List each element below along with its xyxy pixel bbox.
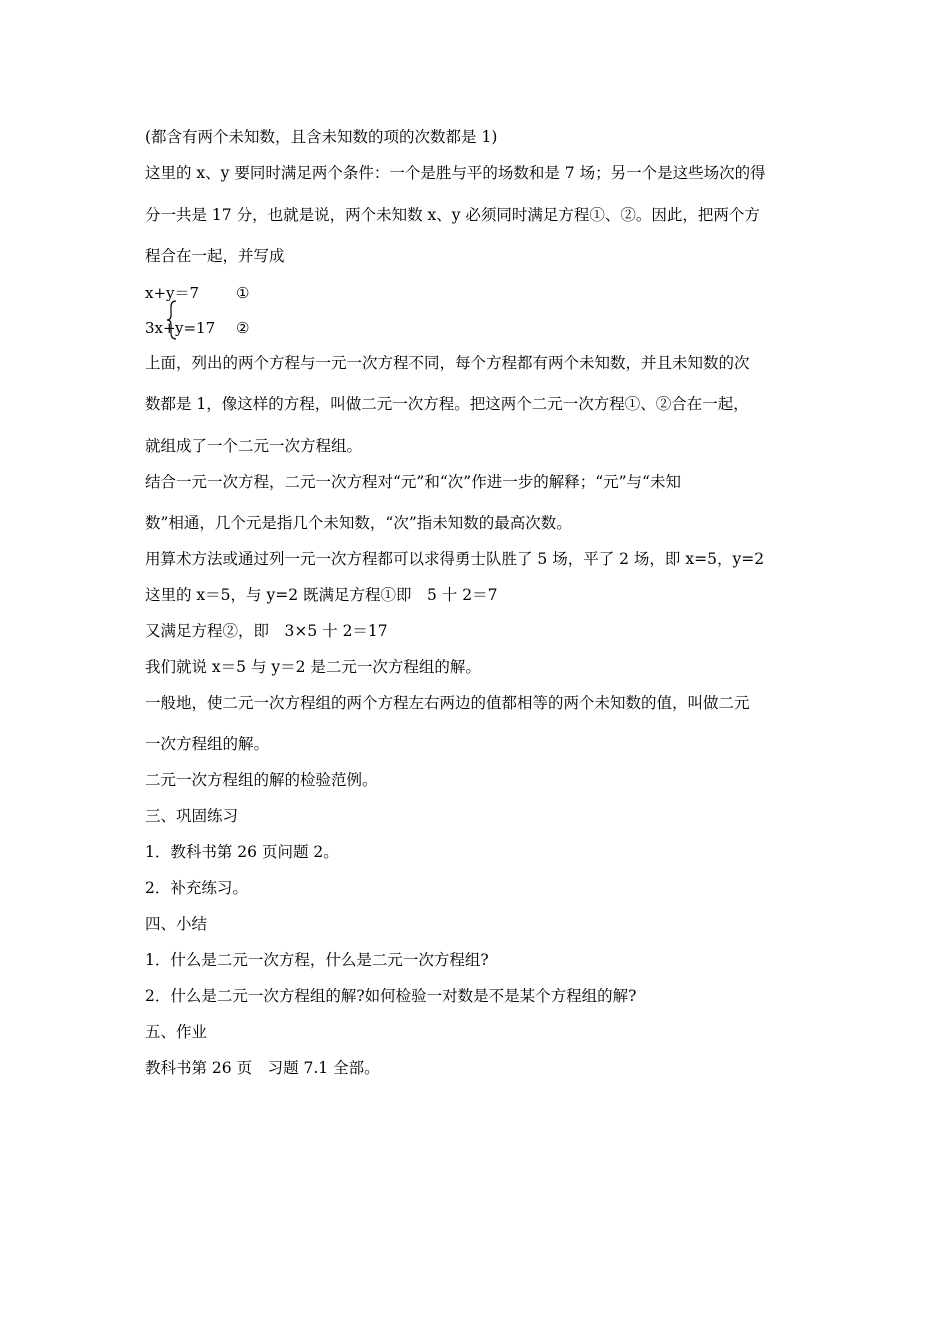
text-line: 一般地，使二元一次方程组的两个方程左右两边的值都相等的两个未知数的值，叫做二元 (145, 694, 750, 712)
text-line: 上面，列出的两个方程与一元一次方程不同，每个方程都有两个未知数，并且未知数的次 (145, 354, 750, 372)
section-heading: 三、巩固练习 (145, 807, 239, 825)
equation-1-label: ① (236, 284, 250, 302)
text-line: 这里的 x、y 要同时满足两个条件：一个是胜与平的场数和是 7 场；另一个是这些场次的得 (145, 164, 766, 182)
section-heading: 五、作业 (145, 1023, 208, 1041)
left-brace-icon (166, 300, 180, 340)
text-line: 用算术方法或通过列一元一次方程都可以求得勇士队胜了 5 场，平了 2 场，即 x=5，y=2 (145, 550, 765, 568)
text-line: 一次方程组的解。 (145, 735, 270, 753)
text-line: 程合在一起，并写成 (145, 247, 285, 265)
text-line: 又满足方程②，即 3×5 十 2＝17 (145, 622, 388, 640)
text-line: 数都是 1，像这样的方程，叫做二元一次方程。把这两个二元一次方程①、②合在一起， (145, 395, 749, 413)
text-line: 二元一次方程组的解的检验范例。 (145, 771, 378, 789)
text-line: 数”相通，几个元是指几个未知数，“次”指未知数的最高次数。 (145, 514, 572, 532)
text-line: 就组成了一个二元一次方程组。 (145, 437, 363, 455)
list-item: 1．教科书第 26 页问题 2。 (145, 843, 339, 861)
list-item: 1．什么是二元一次方程，什么是二元一次方程组? (145, 951, 489, 969)
text-line: 这里的 x＝5，与 y=2 既满足方程①即 5 十 2＝7 (145, 586, 498, 604)
list-item: 2．什么是二元一次方程组的解?如何检验一对数是不是某个方程组的解? (145, 987, 637, 1005)
equation-2-left: 3x+ (145, 319, 176, 337)
equation-1: x+y＝7 (145, 284, 200, 302)
text-line: 结合一元一次方程，二元一次方程对“元”和“次”作进一步的解释；“元”与“未知 (145, 473, 681, 491)
list-item: 2．补充练习。 (145, 879, 248, 897)
equation-2-right: y=17 (175, 319, 216, 337)
equation-2-label: ② (236, 319, 250, 337)
text-line: 分一共是 17 分，也就是说，两个未知数 x、y 必须同时满足方程①、②。因此，把两个方 (145, 206, 760, 224)
text-line: 我们就说 x＝5 与 y＝2 是二元一次方程组的解。 (145, 658, 481, 676)
section-heading: 四、小结 (145, 915, 208, 933)
text-line: 教科书第 26 页 习题 7.1 全部。 (145, 1059, 380, 1077)
text-line: (都含有两个未知数，且含未知数的项的次数都是 1) (145, 128, 498, 146)
